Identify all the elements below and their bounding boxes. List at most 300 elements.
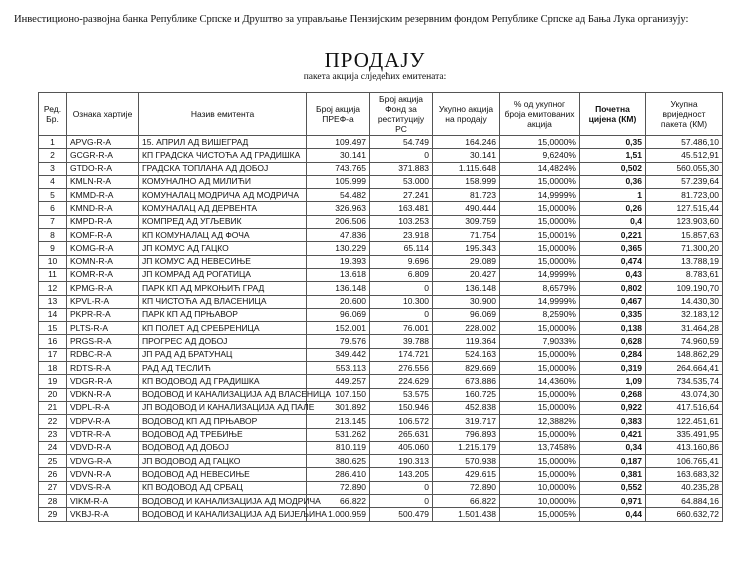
cell-pref-shares: 19.393: [307, 255, 370, 268]
table-row: [39, 335, 723, 348]
cell-no: 8: [39, 229, 67, 242]
cell-total-shares: 119.364: [433, 335, 500, 348]
cell-issuer: ВОДОВОД АД ТРЕБИЊЕ: [139, 428, 307, 441]
cell-no: 28: [39, 495, 67, 508]
table-row: [39, 401, 723, 414]
cell-price: 0,381: [580, 468, 646, 481]
cell-issuer: КОМУНАЛАЦ МОДРИЧА АД МОДРИЧА: [139, 189, 307, 202]
page-subtitle: пакета акција слједећих емитената:: [303, 72, 447, 82]
cell-percent: 15,0000%: [500, 455, 580, 468]
cell-fund-shares: 76.001: [370, 322, 433, 335]
cell-no: 3: [39, 162, 67, 175]
cell-issuer: КП ПОЛЕТ АД СРЕБРЕНИЦА: [139, 322, 307, 335]
cell-value: 14.430,30: [646, 295, 723, 308]
cell-percent: 15,0000%: [500, 175, 580, 188]
cell-price: 0,802: [580, 282, 646, 295]
table-row: [39, 428, 723, 441]
cell-fund-shares: 65.114: [370, 242, 433, 255]
cell-price: 1: [580, 189, 646, 202]
cell-total-shares: 30.141: [433, 149, 500, 162]
cell-pref-shares: 206.506: [307, 215, 370, 228]
cell-fund-shares: 53.575: [370, 388, 433, 401]
cell-issuer: ПАРК КП АД МРКОЊИЋ ГРАД: [139, 282, 307, 295]
table-row: [39, 229, 723, 242]
cell-price: 1,09: [580, 375, 646, 388]
table-row: [39, 189, 723, 202]
cell-value: 31.464,28: [646, 322, 723, 335]
cell-price: 0,552: [580, 481, 646, 494]
cell-no: 26: [39, 468, 67, 481]
cell-issuer: КП ЧИСТОЋА АД ВЛАСЕНИЦА: [139, 295, 307, 308]
cell-price: 0,474: [580, 255, 646, 268]
cell-fund-shares: 39.788: [370, 335, 433, 348]
cell-code: KOMN-R-A: [67, 255, 139, 268]
cell-value: 57.486,10: [646, 136, 723, 149]
table-header-row: [39, 93, 723, 136]
cell-percent: 14,9999%: [500, 189, 580, 202]
cell-value: 74.960,59: [646, 335, 723, 348]
cell-no: 25: [39, 455, 67, 468]
cell-no: 11: [39, 268, 67, 281]
cell-value: 43.074,30: [646, 388, 723, 401]
cell-code: GTDO-R-A: [67, 162, 139, 175]
cell-no: 1: [39, 136, 67, 149]
cell-no: 27: [39, 481, 67, 494]
cell-pref-shares: 326.963: [307, 202, 370, 215]
table-row: [39, 415, 723, 428]
cell-price: 0,221: [580, 229, 646, 242]
cell-value: 417.516,64: [646, 401, 723, 414]
cell-price: 0,4: [580, 215, 646, 228]
cell-price: 0,34: [580, 441, 646, 454]
cell-price: 0,365: [580, 242, 646, 255]
cell-pref-shares: 380.625: [307, 455, 370, 468]
cell-total-shares: 29.089: [433, 255, 500, 268]
cell-percent: 15,0000%: [500, 136, 580, 149]
cell-pref-shares: 349.442: [307, 348, 370, 361]
cell-percent: 10,0000%: [500, 481, 580, 494]
cell-percent: 15,0000%: [500, 388, 580, 401]
cell-pref-shares: 72.890: [307, 481, 370, 494]
cell-fund-shares: 190.313: [370, 455, 433, 468]
table-row: [39, 175, 723, 188]
cell-no: 7: [39, 215, 67, 228]
cell-pref-shares: 47.836: [307, 229, 370, 242]
cell-value: 413.160,86: [646, 441, 723, 454]
table-row: [39, 388, 723, 401]
cell-fund-shares: 0: [370, 308, 433, 321]
table-row: [39, 322, 723, 335]
cell-issuer: КП ВОДОВОД АД ГРАДИШКА: [139, 375, 307, 388]
cell-price: 0,421: [580, 428, 646, 441]
cell-value: 560.055,30: [646, 162, 723, 175]
cell-percent: 14,9999%: [500, 295, 580, 308]
cell-total-shares: 429.615: [433, 468, 500, 481]
cell-code: RDBC-R-A: [67, 348, 139, 361]
cell-no: 16: [39, 335, 67, 348]
cell-no: 2: [39, 149, 67, 162]
cell-total-shares: 1.115.648: [433, 162, 500, 175]
cell-value: 13.788,19: [646, 255, 723, 268]
cell-no: 4: [39, 175, 67, 188]
cell-pref-shares: 109.497: [307, 136, 370, 149]
cell-fund-shares: 143.205: [370, 468, 433, 481]
cell-total-shares: 160.725: [433, 388, 500, 401]
cell-pref-shares: 13.618: [307, 268, 370, 281]
cell-total-shares: 72.890: [433, 481, 500, 494]
cell-issuer: ЈП ВОДОВОД АД ГАЦКО: [139, 455, 307, 468]
cell-percent: 15,0001%: [500, 229, 580, 242]
cell-no: 6: [39, 202, 67, 215]
table-body: [39, 136, 723, 522]
cell-value: 122.451,61: [646, 415, 723, 428]
col-header-price: Почетна цијена (КМ): [580, 93, 646, 136]
cell-pref-shares: 152.001: [307, 322, 370, 335]
cell-fund-shares: 224.629: [370, 375, 433, 388]
cell-price: 0,43: [580, 268, 646, 281]
cell-percent: 15,0000%: [500, 255, 580, 268]
cell-code: PKPR-R-A: [67, 308, 139, 321]
cell-issuer: ПРОГРЕС АД ДОБОЈ: [139, 335, 307, 348]
cell-code: VDGR-R-A: [67, 375, 139, 388]
cell-value: 148.862,29: [646, 348, 723, 361]
cell-percent: 8,2590%: [500, 308, 580, 321]
cell-no: 23: [39, 428, 67, 441]
cell-fund-shares: 174.721: [370, 348, 433, 361]
cell-fund-shares: 276.556: [370, 362, 433, 375]
cell-value: 163.683,32: [646, 468, 723, 481]
table-row: [39, 242, 723, 255]
col-header-code: Ознака хартије: [67, 93, 139, 136]
cell-percent: 14,4360%: [500, 375, 580, 388]
table-row: [39, 149, 723, 162]
cell-total-shares: 673.886: [433, 375, 500, 388]
cell-percent: 15,0000%: [500, 362, 580, 375]
cell-code: VKBJ-R-A: [67, 508, 139, 521]
cell-percent: 14,4824%: [500, 162, 580, 175]
cell-fund-shares: 0: [370, 481, 433, 494]
cell-total-shares: 20.427: [433, 268, 500, 281]
cell-code: PRGS-R-A: [67, 335, 139, 348]
cell-value: 109.190,70: [646, 282, 723, 295]
cell-code: VIKM-R-A: [67, 495, 139, 508]
cell-value: 15.857,63: [646, 229, 723, 242]
cell-pref-shares: 743.765: [307, 162, 370, 175]
cell-pref-shares: 79.576: [307, 335, 370, 348]
cell-total-shares: 1.501.438: [433, 508, 500, 521]
cell-code: VDPV-R-A: [67, 415, 139, 428]
cell-pref-shares: 553.113: [307, 362, 370, 375]
cell-fund-shares: 27.241: [370, 189, 433, 202]
cell-no: 19: [39, 375, 67, 388]
table-row: [39, 215, 723, 228]
cell-fund-shares: 54.749: [370, 136, 433, 149]
cell-percent: 15,0000%: [500, 242, 580, 255]
cell-percent: 15,0000%: [500, 322, 580, 335]
cell-pref-shares: 130.229: [307, 242, 370, 255]
col-header-no: Ред. Бр.: [39, 93, 67, 136]
cell-issuer: ВОДОВОД И КАНАЛИЗАЦИЈА АД ВЛАСЕНИЦА: [139, 388, 307, 401]
col-header-value: Укупна вриједност пакета (КМ): [646, 93, 723, 136]
cell-fund-shares: 371.883: [370, 162, 433, 175]
cell-issuer: ЈП РАД АД БРАТУНАЦ: [139, 348, 307, 361]
cell-total-shares: 164.246: [433, 136, 500, 149]
table-row: [39, 375, 723, 388]
cell-price: 0,268: [580, 388, 646, 401]
cell-pref-shares: 213.145: [307, 415, 370, 428]
cell-issuer: ВОДОВОД КП АД ПРЊАВОР: [139, 415, 307, 428]
cell-code: VDTR-R-A: [67, 428, 139, 441]
cell-issuer: РАД АД ТЕСЛИЋ: [139, 362, 307, 375]
col-header-total-shares: Укупно акција на продају: [433, 93, 500, 136]
cell-percent: 8,6579%: [500, 282, 580, 295]
cell-issuer: ПАРК КП АД ПРЊАВОР: [139, 308, 307, 321]
cell-percent: 13,7458%: [500, 441, 580, 454]
cell-pref-shares: 531.262: [307, 428, 370, 441]
cell-no: 22: [39, 415, 67, 428]
cell-pref-shares: 54.482: [307, 189, 370, 202]
table-row: [39, 295, 723, 308]
cell-value: 45.512,91: [646, 149, 723, 162]
cell-price: 1,51: [580, 149, 646, 162]
cell-no: 24: [39, 441, 67, 454]
col-header-fund-shares: Број акција Фонд за реституцију РС: [370, 93, 433, 136]
table-row: [39, 308, 723, 321]
cell-total-shares: 570.938: [433, 455, 500, 468]
cell-issuer: ВОДОВОД АД ДОБОЈ: [139, 441, 307, 454]
cell-fund-shares: 500.479: [370, 508, 433, 521]
cell-percent: 9,6240%: [500, 149, 580, 162]
cell-code: VDVG-R-A: [67, 455, 139, 468]
cell-price: 0,284: [580, 348, 646, 361]
cell-code: PLTS-R-A: [67, 322, 139, 335]
table-row: [39, 495, 723, 508]
cell-code: KOMF-R-A: [67, 229, 139, 242]
cell-value: 660.632,72: [646, 508, 723, 521]
cell-issuer: ЈП ВОДОВОД И КАНАЛИЗАЦИЈА АД ПАЛЕ: [139, 401, 307, 414]
table-row: [39, 468, 723, 481]
cell-issuer: КОМУНАЛНО АД МИЛИЋИ: [139, 175, 307, 188]
cell-total-shares: 71.754: [433, 229, 500, 242]
cell-price: 0,319: [580, 362, 646, 375]
cell-issuer: ВОДОВОД АД НЕВЕСИЊЕ: [139, 468, 307, 481]
cell-no: 14: [39, 308, 67, 321]
cell-fund-shares: 106.572: [370, 415, 433, 428]
cell-pref-shares: 1.000.959: [307, 508, 370, 521]
cell-total-shares: 524.163: [433, 348, 500, 361]
cell-issuer: ВОДОВОД И КАНАЛИЗАЦИЈА АД БИЈЕЉИНА: [139, 508, 307, 521]
cell-fund-shares: 10.300: [370, 295, 433, 308]
cell-value: 71.300,20: [646, 242, 723, 255]
cell-code: KPVL-R-A: [67, 295, 139, 308]
cell-no: 17: [39, 348, 67, 361]
cell-percent: 7,9033%: [500, 335, 580, 348]
table-row: [39, 481, 723, 494]
cell-no: 15: [39, 322, 67, 335]
cell-total-shares: 829.669: [433, 362, 500, 375]
cell-pref-shares: 105.999: [307, 175, 370, 188]
cell-issuer: 15. АПРИЛ АД ВИШЕГРАД: [139, 136, 307, 149]
cell-pref-shares: 66.822: [307, 495, 370, 508]
cell-price: 0,467: [580, 295, 646, 308]
table-row: [39, 282, 723, 295]
cell-code: VDKN-R-A: [67, 388, 139, 401]
cell-pref-shares: 20.600: [307, 295, 370, 308]
cell-total-shares: 309.759: [433, 215, 500, 228]
cell-value: 8.783,61: [646, 268, 723, 281]
cell-pref-shares: 301.892: [307, 401, 370, 414]
cell-fund-shares: 23.918: [370, 229, 433, 242]
cell-issuer: ВОДОВОД И КАНАЛИЗАЦИЈА АД МОДРИЧА: [139, 495, 307, 508]
cell-percent: 12,3882%: [500, 415, 580, 428]
cell-percent: 15,0000%: [500, 468, 580, 481]
cell-price: 0,187: [580, 455, 646, 468]
cell-total-shares: 1.215.179: [433, 441, 500, 454]
cell-fund-shares: 9.696: [370, 255, 433, 268]
cell-price: 0,35: [580, 136, 646, 149]
cell-no: 29: [39, 508, 67, 521]
cell-price: 0,502: [580, 162, 646, 175]
cell-pref-shares: 810.119: [307, 441, 370, 454]
cell-value: 81.723,00: [646, 189, 723, 202]
cell-percent: 15,0000%: [500, 202, 580, 215]
cell-value: 57.239,64: [646, 175, 723, 188]
intro-text: Инвестиционо-развојна банка Републике Српске и Друштво за управљање Пензијским резервним фондом Републике Српске ад Бања Лука организују:: [14, 14, 689, 25]
cell-no: 10: [39, 255, 67, 268]
cell-value: 734.535,74: [646, 375, 723, 388]
cell-issuer: ЈП КОМРАД АД РОГАТИЦА: [139, 268, 307, 281]
cell-code: VDPL-R-A: [67, 401, 139, 414]
cell-value: 64.884,16: [646, 495, 723, 508]
cell-no: 21: [39, 401, 67, 414]
cell-total-shares: 66.822: [433, 495, 500, 508]
cell-issuer: ЈП КОМУС АД ГАЦКО: [139, 242, 307, 255]
cell-issuer: ЈП КОМУС АД НЕВЕСИЊЕ: [139, 255, 307, 268]
cell-total-shares: 96.069: [433, 308, 500, 321]
cell-issuer: КОМПРЕД АД УГЉЕВИК: [139, 215, 307, 228]
page-title: ПРОДАЈУ: [324, 48, 426, 72]
cell-fund-shares: 0: [370, 282, 433, 295]
cell-fund-shares: 0: [370, 495, 433, 508]
cell-issuer: КП КОМУНАЛАЦ АД ФОЧА: [139, 229, 307, 242]
cell-code: VDVS-R-A: [67, 481, 139, 494]
cell-value: 40.235,28: [646, 481, 723, 494]
table-row: [39, 441, 723, 454]
cell-percent: 15,0000%: [500, 401, 580, 414]
cell-total-shares: 30.900: [433, 295, 500, 308]
cell-total-shares: 319.717: [433, 415, 500, 428]
cell-fund-shares: 163.481: [370, 202, 433, 215]
cell-total-shares: 81.723: [433, 189, 500, 202]
col-header-pref-shares: Број акција ПРЕФ-а: [307, 93, 370, 136]
cell-no: 9: [39, 242, 67, 255]
cell-no: 12: [39, 282, 67, 295]
cell-code: KMPD-R-A: [67, 215, 139, 228]
cell-value: 335.491,95: [646, 428, 723, 441]
cell-code: KOMR-R-A: [67, 268, 139, 281]
cell-percent: 15,0000%: [500, 215, 580, 228]
cell-code: KOMG-R-A: [67, 242, 139, 255]
cell-pref-shares: 136.148: [307, 282, 370, 295]
cell-code: KMLN-R-A: [67, 175, 139, 188]
cell-code: GCGR-R-A: [67, 149, 139, 162]
cell-issuer: КОМУНАЛАЦ АД ДЕРВЕНТА: [139, 202, 307, 215]
cell-code: VDVD-R-A: [67, 441, 139, 454]
cell-percent: 15,0000%: [500, 428, 580, 441]
table-row: [39, 136, 723, 149]
cell-total-shares: 195.343: [433, 242, 500, 255]
cell-value: 123.903,60: [646, 215, 723, 228]
cell-issuer: КП ВОДОВОД АД СРБАЦ: [139, 481, 307, 494]
table-row: [39, 362, 723, 375]
cell-pref-shares: 30.141: [307, 149, 370, 162]
table-row: [39, 268, 723, 281]
cell-code: RDTS-R-A: [67, 362, 139, 375]
cell-fund-shares: 0: [370, 149, 433, 162]
cell-issuer: КП ГРАДСКА ЧИСТОЋА АД ГРАДИШКА: [139, 149, 307, 162]
cell-total-shares: 228.002: [433, 322, 500, 335]
cell-code: KMND-R-A: [67, 202, 139, 215]
cell-value: 264.664,41: [646, 362, 723, 375]
cell-percent: 10,0000%: [500, 495, 580, 508]
cell-price: 0,628: [580, 335, 646, 348]
cell-fund-shares: 103.253: [370, 215, 433, 228]
cell-issuer: ГРАДСКА ТОПЛАНА АД ДОБОЈ: [139, 162, 307, 175]
cell-price: 0,971: [580, 495, 646, 508]
cell-total-shares: 158.999: [433, 175, 500, 188]
col-header-issuer: Назив емитента: [139, 93, 307, 136]
cell-total-shares: 452.838: [433, 401, 500, 414]
cell-percent: 15,0005%: [500, 508, 580, 521]
cell-code: VDVN-R-A: [67, 468, 139, 481]
cell-price: 0,922: [580, 401, 646, 414]
cell-price: 0,44: [580, 508, 646, 521]
col-header-percent: % од укупног броја емитованих акција: [500, 93, 580, 136]
cell-code: KPMG-R-A: [67, 282, 139, 295]
cell-pref-shares: 449.257: [307, 375, 370, 388]
cell-no: 5: [39, 189, 67, 202]
cell-code: APVG-R-A: [67, 136, 139, 149]
cell-pref-shares: 107.150: [307, 388, 370, 401]
table-row: [39, 455, 723, 468]
cell-price: 0,383: [580, 415, 646, 428]
cell-fund-shares: 53.000: [370, 175, 433, 188]
cell-percent: 15,0000%: [500, 348, 580, 361]
cell-value: 32.183,12: [646, 308, 723, 321]
table-row: [39, 202, 723, 215]
cell-no: 18: [39, 362, 67, 375]
cell-no: 20: [39, 388, 67, 401]
table-row: [39, 508, 723, 521]
cell-price: 0,138: [580, 322, 646, 335]
issuers-table: [38, 92, 723, 522]
cell-percent: 14,9999%: [500, 268, 580, 281]
cell-pref-shares: 286.410: [307, 468, 370, 481]
cell-total-shares: 136.148: [433, 282, 500, 295]
table-row: [39, 255, 723, 268]
cell-total-shares: 490.444: [433, 202, 500, 215]
table-row: [39, 162, 723, 175]
cell-price: 0,26: [580, 202, 646, 215]
cell-fund-shares: 6.809: [370, 268, 433, 281]
cell-code: KMMD-R-A: [67, 189, 139, 202]
cell-no: 13: [39, 295, 67, 308]
cell-pref-shares: 96.069: [307, 308, 370, 321]
cell-price: 0,335: [580, 308, 646, 321]
cell-total-shares: 796.893: [433, 428, 500, 441]
cell-value: 127.515,44: [646, 202, 723, 215]
table-row: [39, 348, 723, 361]
